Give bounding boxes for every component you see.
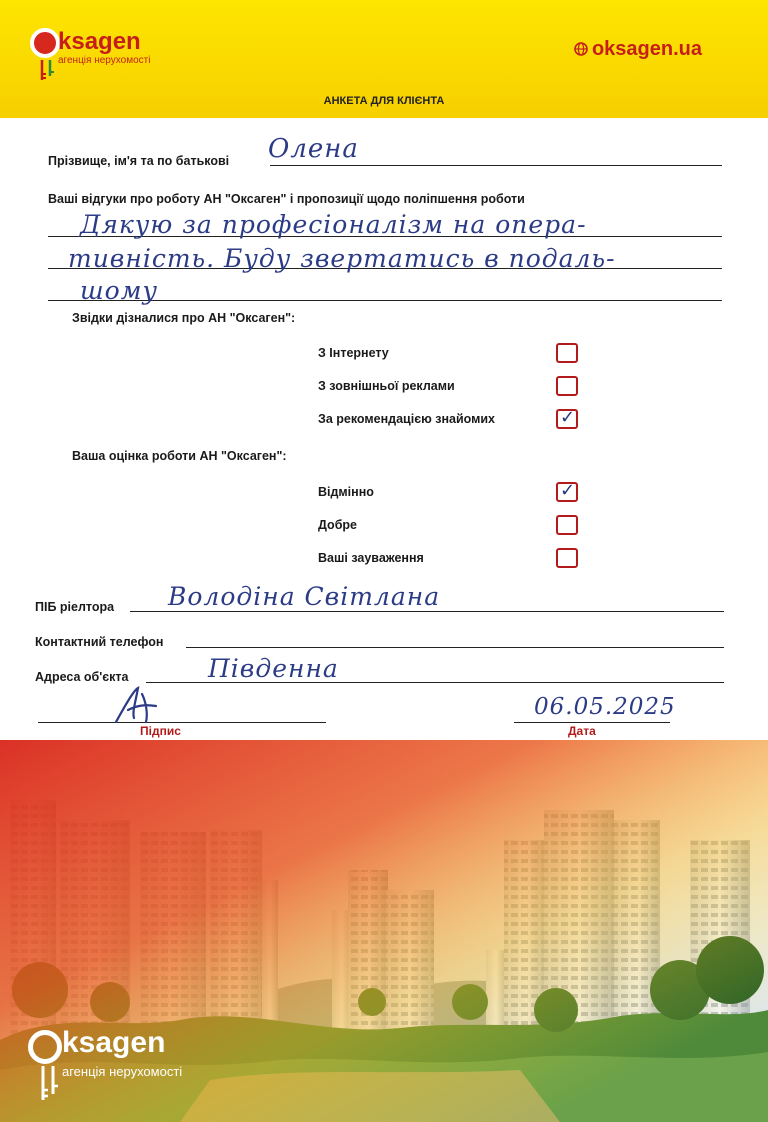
feedback-text-line-1[interactable]: Дякую за професіоналізм на опера-: [80, 210, 587, 239]
rating-checkbox-excellent[interactable]: [556, 482, 578, 502]
logo-brand: ksagen: [58, 28, 141, 55]
footer-logo: [28, 1026, 228, 1106]
footer-keys-icon: [36, 1066, 60, 1102]
signature-label: Підпис: [140, 724, 181, 738]
feedback-text-line-2[interactable]: тивність. Буду звертатись в подаль-: [68, 244, 616, 273]
rating-option-label-good: Добре: [318, 518, 358, 532]
logo-o-icon: [30, 28, 60, 58]
date-value[interactable]: 06.05.2025: [534, 694, 676, 720]
source-option-label-internet: З Інтернету: [318, 346, 389, 360]
rating-checkbox-good[interactable]: [556, 515, 578, 535]
address-value[interactable]: Південна: [208, 654, 339, 683]
rating-option-label-excellent: Відмінно: [318, 485, 374, 499]
signature-line: [38, 722, 326, 723]
footer-logo-tagline: агенція нерухомості: [62, 1064, 183, 1079]
source-checkbox-recommendation[interactable]: [556, 409, 578, 429]
realtor-line: [130, 611, 724, 612]
name-label: Прізвище, ім'я та по батькові: [48, 154, 230, 168]
check-mark-icon: ✓: [560, 480, 576, 501]
address-label: Адреса об'єкта: [35, 670, 129, 684]
phone-line: [186, 647, 724, 648]
source-checkbox-ads[interactable]: [556, 376, 578, 396]
date-label: Дата: [568, 724, 596, 738]
footer-logo-brand: ksagen: [62, 1026, 166, 1059]
source-label: Звідки дізналися про АН "Оксаген":: [72, 311, 296, 325]
check-mark-icon: ✓: [560, 407, 576, 428]
date-line: [514, 722, 670, 723]
form-title: АНКЕТА ДЛЯ КЛІЄНТА: [323, 95, 445, 107]
name-value[interactable]: Олена: [268, 134, 359, 164]
source-option-label-ads: З зовнішньої реклами: [318, 379, 455, 393]
website-text: oksagen.ua: [591, 38, 702, 60]
signature-scribble: [112, 684, 162, 726]
phone-label: Контактний телефон: [35, 635, 164, 649]
globe-icon: [574, 42, 588, 56]
header-band: [0, 0, 768, 118]
feedback-text-line-3[interactable]: шому: [80, 276, 158, 305]
oksagen-logo: [30, 26, 180, 86]
rating-option-label-remarks: Ваші зауваження: [318, 551, 424, 565]
rating-label: Ваша оцінка роботи АН "Оксаген":: [72, 449, 287, 463]
name-line: [270, 165, 722, 166]
website-link[interactable]: [574, 38, 702, 61]
footer-logo-o-icon: [28, 1030, 62, 1064]
logo-tagline: агенція нерухомості: [58, 55, 151, 66]
feedback-label: Ваші відгуки про роботу АН "Оксаген" і пропозиції щодо поліпшення роботи: [48, 192, 525, 206]
realtor-label: ПІБ ріелтора: [35, 600, 115, 614]
keys-icon: [36, 60, 56, 82]
realtor-value[interactable]: Володіна Світлана: [168, 582, 441, 611]
rating-checkbox-remarks[interactable]: [556, 548, 578, 568]
source-checkbox-internet[interactable]: [556, 343, 578, 363]
source-option-label-recommendation: За рекомендацією знайомих: [318, 412, 496, 426]
